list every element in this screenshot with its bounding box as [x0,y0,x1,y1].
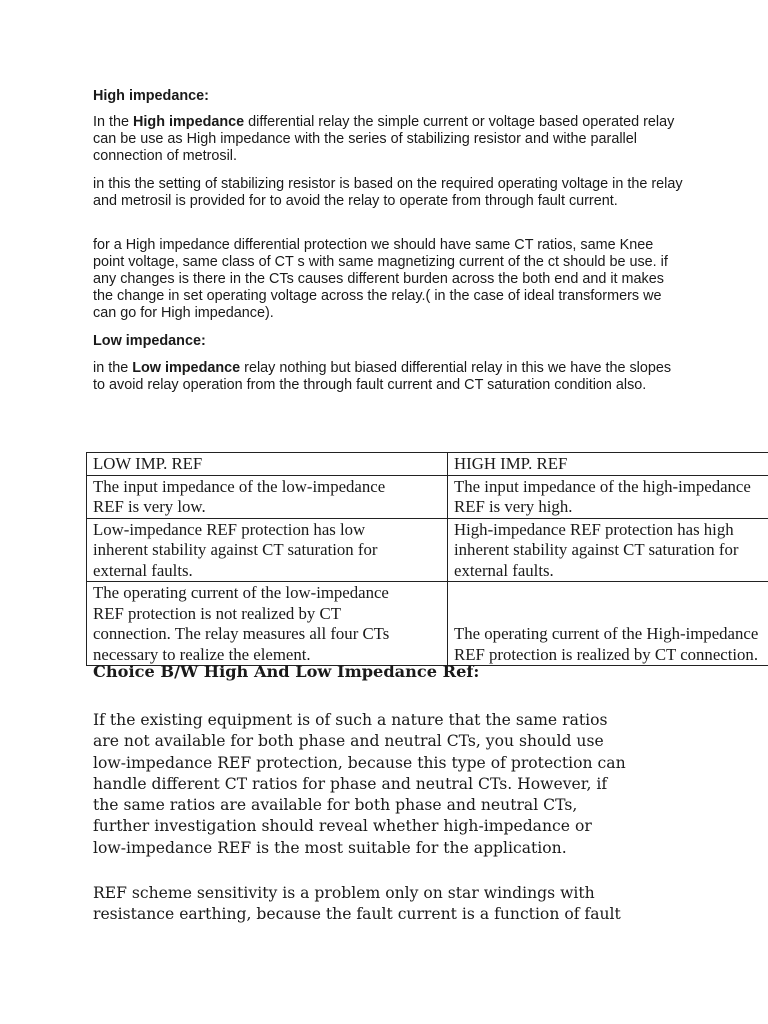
cell-line: The input impedance of the low-impedance [93,476,386,496]
text-line: low-impedance REF protection, because this type of protection can [93,753,626,772]
comparison-table [86,452,768,666]
table-cell-high [448,582,768,666]
cell-line: High-impedance REF protection has high [454,519,734,539]
cell-line: The operating current of the low-impedance [93,583,389,602]
choice-heading: Choice B/W High And Low Impedance Ref: [93,662,480,681]
text-line: resistance earthing, because the fault current is a function of fault [93,905,621,924]
table-row [87,475,768,518]
high-impedance-heading: High impedance: [93,88,209,104]
text-rest: differential relay the simple current or voltage based operated relay can be use as High impedance with the series of stabilizing resistor and withe parallel connection of metrosil. [93,114,675,164]
cell-line: REF is very low. [93,497,206,516]
table-cell-low [87,475,448,518]
cell-line: external faults. [454,560,554,580]
choice-paragraph-2 [93,883,693,926]
cell-line: Low-impedance REF protection has low [93,519,366,539]
text-rest: relay nothing but biased differential relay in this we have the slopes to avoid relay operation from the through fault current and CT saturation condition also. [93,360,672,393]
text-bold: Low impedance [132,360,241,376]
text-lead: in the [93,360,133,376]
choice-paragraph-1 [93,710,693,859]
high-impedance-paragraph-1 [93,114,683,165]
cell-line: inherent stability against CT saturation for [454,540,739,559]
low-impedance-heading: Low impedance: [93,333,206,349]
text-line: further investigation should reveal whether high-impedance or [93,817,592,836]
cell-line: necessary to realize the element. [93,644,311,664]
cell-line: inherent stability against CT saturation for [93,540,378,559]
text-line: low-impedance REF is the most suitable for the application. [93,838,567,857]
cell-line: REF protection is realized by CT connection. [454,644,759,664]
table-cell-high [448,518,768,582]
text-line: the same ratios are available for both phase and neutral CTs, [93,796,578,815]
table-cell-high [448,475,768,518]
high-impedance-paragraph-3: for a High impedance differential protection we should have same CT ratios, same Knee point voltage, same class of CT s with same magnetizing current of the ct should be use. if any changes is there in the CTs causes different burden across the both end and it makes the change in set operating voltage across the relay.( in the case of ideal transformers we can go for High impedance). [93,237,668,321]
cell-line: The operating current of the High-impedance [454,624,759,643]
table-row [87,518,768,582]
table-header-high: HIGH IMP. REF [448,453,768,476]
high-impedance-paragraph-2: in this the setting of stabilizing resistor is based on the required operating voltage in the relay and metrosil is provided for to avoid the relay to operate from through fault current. [93,176,683,209]
cell-line: connection. The relay measures all four CTs [93,624,390,643]
cell-line: external faults. [93,560,193,580]
text-line: If the existing equipment is of such a nature that the same ratios [93,711,608,729]
text-line: are not available for both phase and neutral CTs, you should use [93,732,604,751]
table-header-low: LOW IMP. REF [87,453,448,476]
table-cell-low [87,518,448,582]
text-lead: In the [93,114,134,130]
table-row [87,582,768,666]
cell-line: REF is very high. [454,497,573,516]
cell-line: REF protection is not realized by CT [93,603,341,623]
text-bold: High impedance [133,114,245,130]
table-header-row [87,453,768,476]
low-impedance-paragraph-1 [93,360,683,394]
cell-line: The input impedance of the high-impedance [454,476,751,496]
text-line: handle different CT ratios for phase and neutral CTs. However, if [93,774,608,793]
table-cell-low [87,582,448,666]
text-line: REF scheme sensitivity is a problem only on star windings with [93,884,595,902]
